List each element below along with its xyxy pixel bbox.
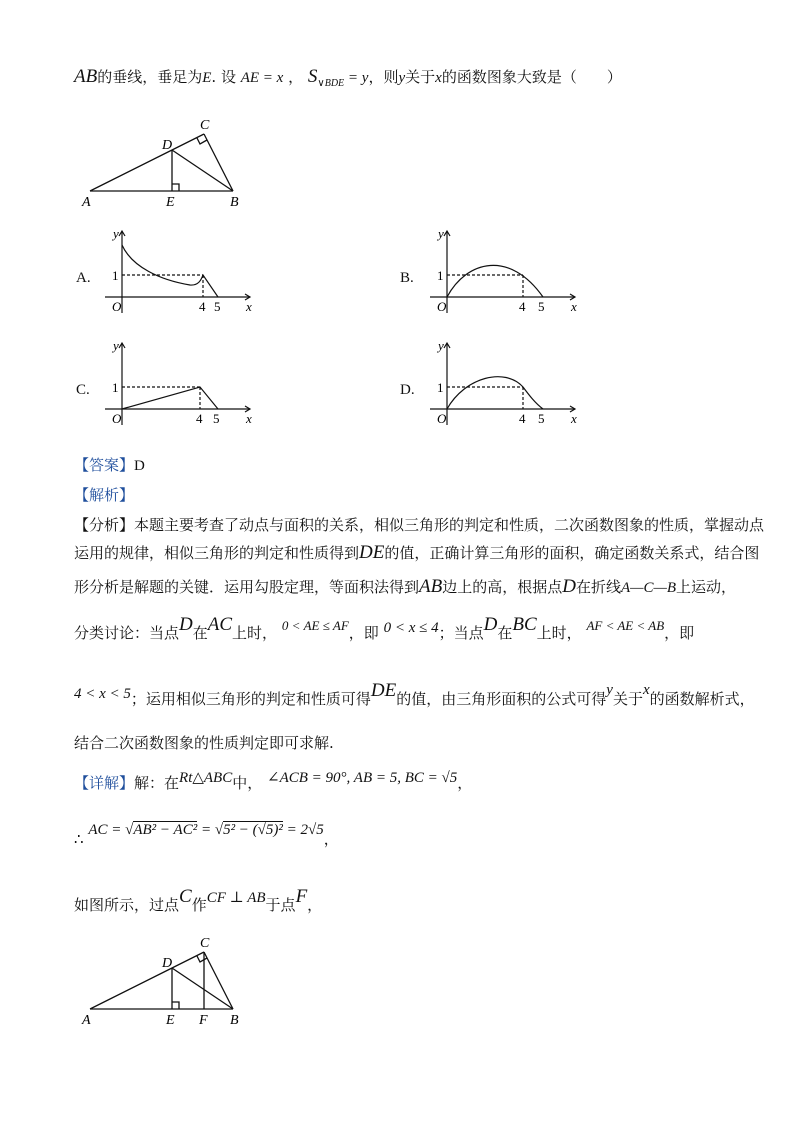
text: 于点 <box>265 896 296 914</box>
tick-4: 4 <box>196 411 203 426</box>
text: ， <box>307 896 323 914</box>
fenxi-line-2 <box>74 542 759 564</box>
math-radicand: AB² − AC² <box>133 822 198 838</box>
math-d: D <box>179 614 193 635</box>
axis-y: y <box>438 226 444 241</box>
math-given: ∠ACB = 90°, AB = 5, BC = √5 <box>267 770 458 786</box>
ae-equation: AE = x <box>240 70 284 86</box>
label-b: B <box>230 195 239 210</box>
text: 的函数图象大致是（ ） <box>441 68 622 86</box>
label-c: C <box>200 118 210 133</box>
option-c-graph <box>100 337 260 427</box>
fenxi-line-1 <box>74 514 764 535</box>
origin: O <box>437 299 447 314</box>
option-a-label: A. <box>76 270 91 286</box>
tick-4: 4 <box>519 299 526 314</box>
label-d: D <box>162 956 173 971</box>
math-f: F <box>295 886 308 907</box>
math-radicand: 5² − (√5)² <box>223 822 283 838</box>
ab-segment: AB <box>74 66 98 87</box>
axis-y: y <box>113 226 119 241</box>
math-de: DE <box>359 542 385 563</box>
text: 关于 <box>612 690 643 708</box>
math-ac: AC <box>207 614 233 635</box>
text: ， <box>323 830 339 848</box>
question-line-1: AB的垂线，垂足为E. 设 AE = x ， $S_{\vee BDE} = y$，则y关于x的函数图象大致是（ ） <box>74 66 622 89</box>
origin: O <box>112 411 122 426</box>
fenxi-line-3 <box>74 576 736 598</box>
option-d-graph <box>425 337 585 427</box>
option-b-graph <box>425 225 585 315</box>
detail-line-3 <box>74 886 323 916</box>
detail-line-1 <box>74 772 472 793</box>
area-symbol: S <box>307 66 318 87</box>
label-e: E <box>166 1013 175 1028</box>
math-ineq: 4 < x < 5 <box>74 686 131 702</box>
detail-line-2 <box>74 818 339 848</box>
text: 上时， <box>232 624 278 642</box>
text: 运用的规律，相似三角形的判定和性质得到 <box>74 544 360 562</box>
math-x: x <box>642 682 650 698</box>
tick-5: 5 <box>214 299 221 314</box>
area-eq: = y <box>344 70 369 86</box>
answer-value: D <box>134 458 145 474</box>
text: 中， <box>232 774 263 792</box>
axis-y: y <box>438 338 444 353</box>
option-b-label: B. <box>400 270 414 286</box>
fenxi-tag: 【分析】 <box>74 516 135 534</box>
math-result: = 2√5 <box>282 822 324 838</box>
label-b: B <box>230 1013 239 1028</box>
tick-1: 1 <box>112 268 119 283</box>
label-a: A <box>82 1013 91 1028</box>
fenxi-line-6 <box>74 732 334 753</box>
text: 的值，正确计算三角形的面积，确定函数关系式，结合图 <box>384 544 760 562</box>
text: 的值，由三角形面积的公式可得 <box>396 690 607 708</box>
text: 边上的高，根据点 <box>442 578 563 596</box>
axis-x: x <box>571 299 577 314</box>
text: 结合二次函数图象的性质判定即可求解. <box>74 734 334 752</box>
triangle-figure-1 <box>80 112 260 212</box>
axis-y: y <box>113 338 119 353</box>
segment-cb <box>204 134 233 191</box>
fenxi-line-4 <box>74 614 695 644</box>
math-de: DE <box>370 680 397 701</box>
text: 在 <box>192 624 208 642</box>
text: . 设 <box>211 68 236 86</box>
math-eq: = <box>197 822 215 838</box>
text: ， <box>457 774 473 792</box>
var-x: x <box>435 70 442 86</box>
axis-x: x <box>571 411 577 426</box>
tick-4: 4 <box>519 411 526 426</box>
point-e: E <box>202 70 212 86</box>
math-ineq: 0 < x ≤ 4 <box>383 620 439 636</box>
math-d: D <box>483 614 498 635</box>
math-c: C <box>179 886 192 907</box>
tick-1: 1 <box>437 380 444 395</box>
label-e: E <box>166 195 175 210</box>
area-subscript: ∨BDE <box>317 78 345 89</box>
axis-x: x <box>246 299 252 314</box>
text: 的函数解析式， <box>649 690 755 708</box>
text: 的垂线，垂足为 <box>97 68 203 86</box>
math-y: y <box>606 682 613 698</box>
label-d: D <box>162 138 173 153</box>
text: 上运动， <box>676 578 737 596</box>
label-a: A <box>82 195 91 210</box>
segment-db <box>172 150 233 191</box>
fenxi-line-5 <box>74 680 755 710</box>
tick-1: 1 <box>437 268 444 283</box>
tick-5: 5 <box>213 411 220 426</box>
option-d-label: D. <box>400 382 415 398</box>
detail-tag: 【详解】 <box>74 774 135 792</box>
var-y: y <box>398 70 406 86</box>
math-ac: AC = <box>88 822 126 838</box>
math-d: D <box>562 576 576 597</box>
text: 本题主要考查了动点与面积的关系，相似三角形的判定和性质，二次函数图象的性质，掌握动点 <box>134 516 765 534</box>
math-triangle: Rt△ABC <box>179 770 233 786</box>
text: ；当点 <box>438 624 484 642</box>
label-c: C <box>200 936 210 951</box>
option-a-graph <box>100 225 260 315</box>
math-path: A—C—B <box>621 580 677 596</box>
answer-line <box>74 454 145 475</box>
triangle-figure-2 <box>80 930 260 1030</box>
math-bc: BC <box>512 614 537 635</box>
tick-1: 1 <box>112 380 119 395</box>
text: 在 <box>497 624 513 642</box>
origin: O <box>112 299 122 314</box>
tick-5: 5 <box>538 299 545 314</box>
right-angle-e <box>172 184 179 191</box>
text: ，则 <box>368 68 399 86</box>
text: 如图所示，过点 <box>74 896 180 914</box>
tick-4: 4 <box>199 299 206 314</box>
right-angle-c <box>197 138 207 144</box>
option-c-label: C. <box>76 382 90 398</box>
sqrt-icon: √ <box>214 822 224 838</box>
text: 在折线 <box>575 578 621 596</box>
text: ，即 <box>348 624 379 642</box>
answer-tag: 【答案】 <box>74 456 135 474</box>
analysis-line <box>74 484 134 505</box>
math-ineq: 0 < AE ≤ AF <box>281 618 349 633</box>
origin: O <box>437 411 447 426</box>
math-perp: CF ⊥ AB <box>206 890 266 906</box>
text: 解：在 <box>134 774 180 792</box>
text: 上时， <box>536 624 582 642</box>
math-ineq: AF < AE < AB <box>586 618 665 633</box>
text: 作 <box>191 896 207 914</box>
math-ab: AB <box>419 576 443 597</box>
sqrt-icon: √ <box>125 822 134 838</box>
axis-x: x <box>246 411 252 426</box>
segment-ac <box>90 134 204 191</box>
text: 形分析是解题的关键．运用勾股定理，等面积法得到 <box>74 578 420 596</box>
therefore-symbol: ∴ <box>74 830 84 848</box>
text: ，即 <box>664 624 695 642</box>
text: ；运用相似三角形的判定和性质可得 <box>130 690 371 708</box>
analysis-tag: 【解析】 <box>74 486 135 504</box>
text: 分类讨论：当点 <box>74 624 180 642</box>
tick-5: 5 <box>538 411 545 426</box>
text: 关于 <box>405 68 436 86</box>
label-f: F <box>199 1013 208 1028</box>
